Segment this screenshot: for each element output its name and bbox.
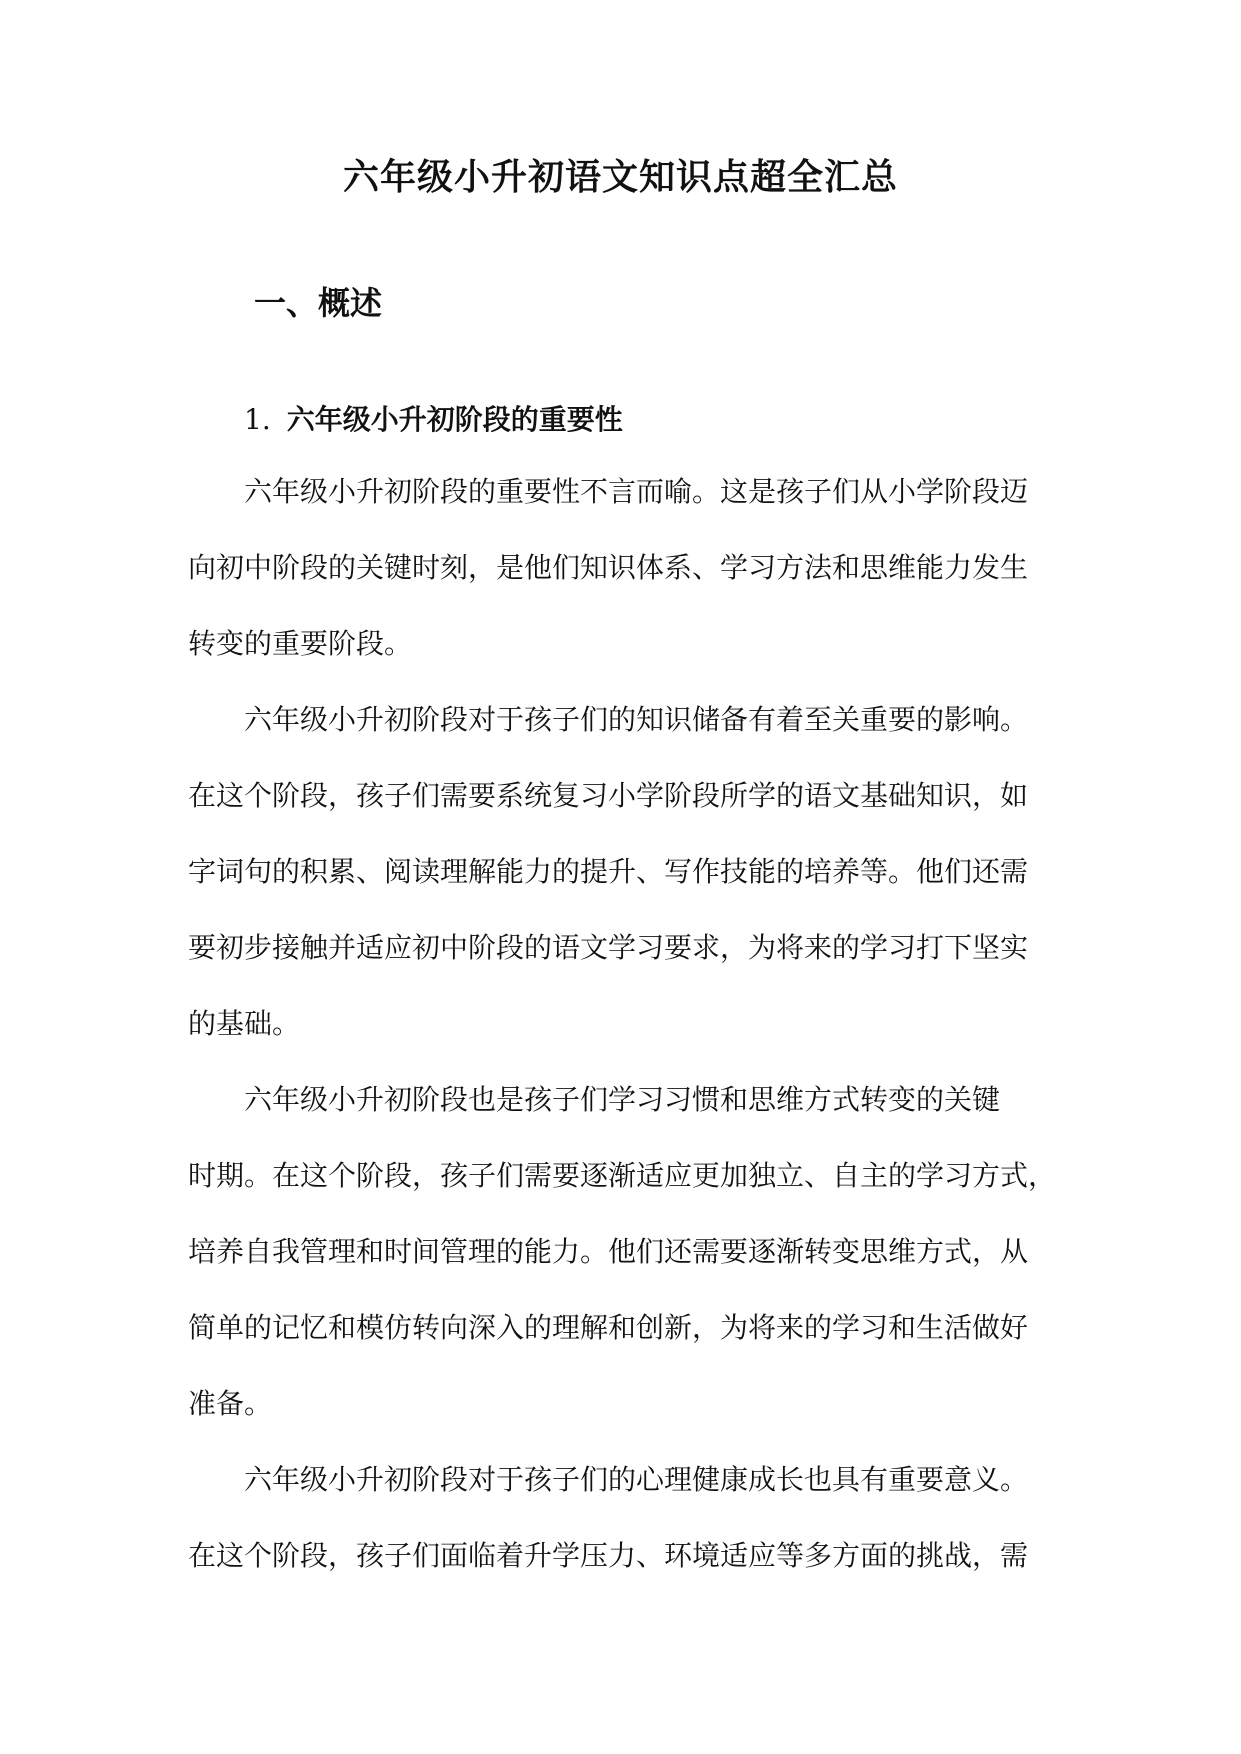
document-title: 六年级小升初语文知识点超全汇总 [342, 156, 898, 198]
sub-heading-number: 1. [244, 403, 271, 436]
paragraph-line: 准备。 [188, 1387, 273, 1420]
paragraph-line: 简单的记忆和模仿转向深入的理解和创新，为将来的学习和生活做好 [188, 1311, 1029, 1344]
paragraph-line: 六年级小升初阶段对于孩子们的心理健康成长也具有重要意义。 [244, 1463, 1029, 1496]
paragraph-line: 在这个阶段，孩子们需要系统复习小学阶段所学的语文基础知识，如 [188, 779, 1029, 812]
paragraph-line: 转变的重要阶段。 [188, 627, 413, 660]
paragraph-line: 向初中阶段的关键时刻，是他们知识体系、学习方法和思维能力发生 [188, 551, 1029, 584]
paragraph-line: 培养自我管理和时间管理的能力。他们还需要逐渐转变思维方式，从 [188, 1235, 1029, 1268]
section-heading: 一、概述 [254, 284, 383, 322]
paragraph-line: 要初步接触并适应初中阶段的语文学习要求，为将来的学习打下坚实 [188, 931, 1029, 964]
paragraph-line: 的基础。 [188, 1007, 301, 1040]
paragraph-line: 时期。在这个阶段，孩子们需要逐渐适应更加独立、自主的学习方式， [188, 1159, 1057, 1192]
paragraph-line: 六年级小升初阶段也是孩子们学习习惯和思维方式转变的关键 [244, 1083, 1001, 1116]
paragraph-line: 在这个阶段，孩子们面临着升学压力、环境适应等多方面的挑战，需 [188, 1539, 1029, 1572]
paragraph-line: 字词句的积累、阅读理解能力的提升、写作技能的培养等。他们还需 [188, 855, 1029, 888]
sub-heading [244, 400, 623, 440]
sub-heading-text: 六年级小升初阶段的重要性 [286, 403, 623, 436]
paragraph-line: 六年级小升初阶段的重要性不言而喻。这是孩子们从小学阶段迈 [244, 475, 1029, 508]
paragraph-line: 六年级小升初阶段对于孩子们的知识储备有着至关重要的影响。 [244, 703, 1029, 736]
